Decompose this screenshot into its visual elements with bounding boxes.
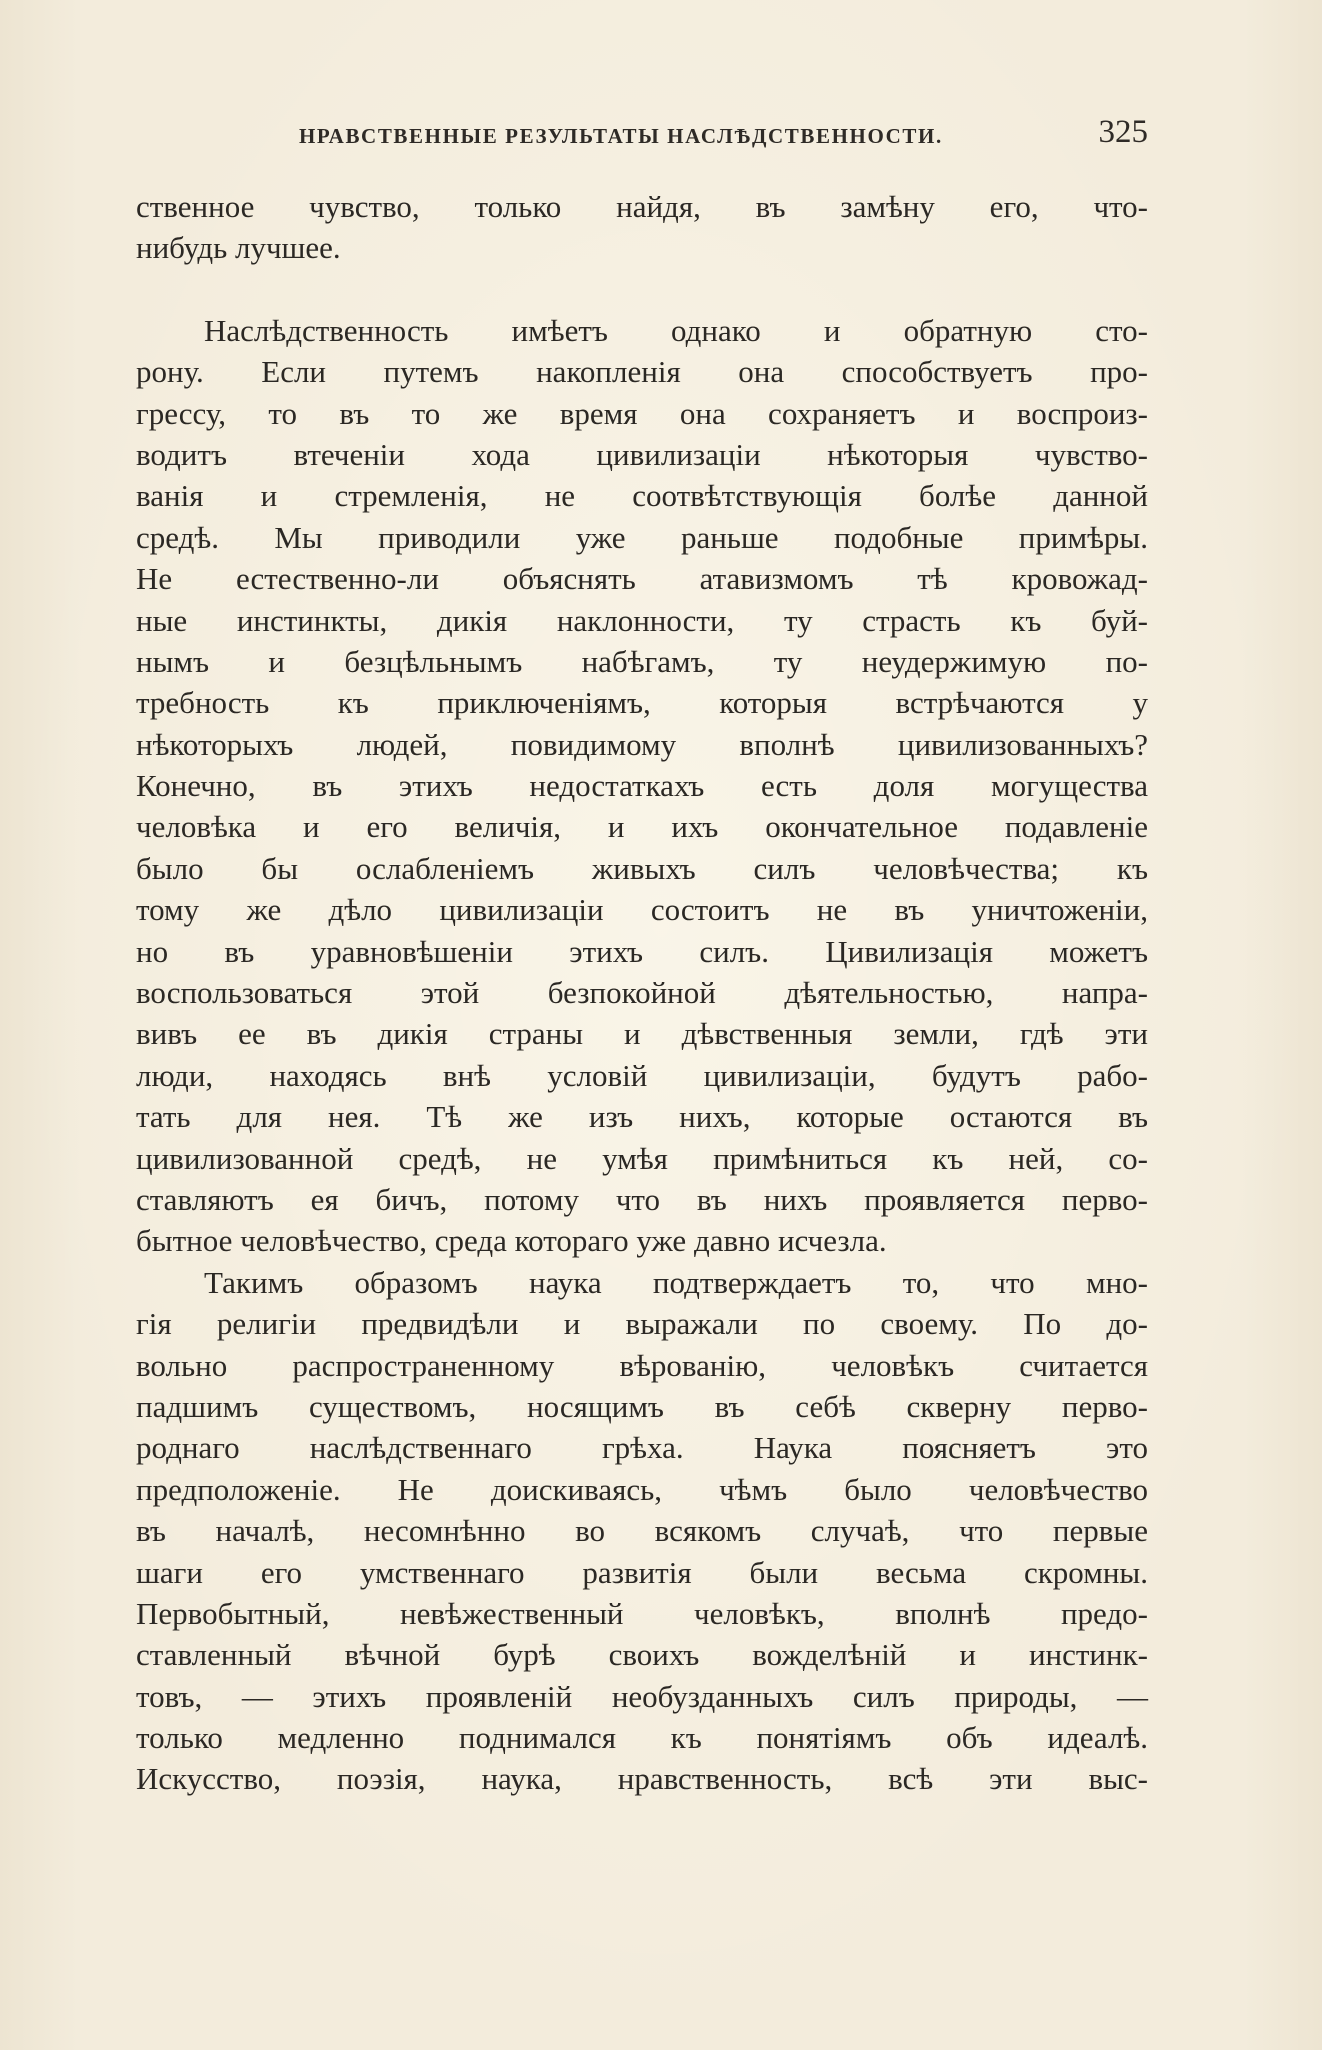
text-line: ставляютъ ея бичъ, потому что въ нихъ проявляется перво- (136, 1181, 1148, 1217)
paragraph-gap (136, 269, 1148, 310)
text-line: нибудь лучшее. (136, 230, 341, 266)
text-line: бытное человѣчество, среда котораго уже давно исчезла. (136, 1223, 887, 1259)
text-line: требность къ приключеніямъ, которыя встрѣчаются у (136, 685, 1148, 721)
text-line: нымъ и безцѣльнымъ набѣгамъ, ту неудержимую по- (136, 643, 1148, 679)
text-line: ные инстинкты, дикія наклонности, ту страсть къ буй- (136, 602, 1148, 638)
text-line: человѣка и его величія, и ихъ окончательное подавленіе (136, 809, 1148, 845)
text-line: было бы ослабленіемъ живыхъ силъ человѣчества; къ (136, 850, 1148, 886)
text-line: грессу, то въ то же время она сохраняетъ и воспроиз- (136, 395, 1148, 431)
text-line: вольно распространенному вѣрованію, человѣкъ считается (136, 1347, 1148, 1383)
text-line: Такимъ образомъ наука подтверждаетъ то, что мно- (204, 1264, 1148, 1300)
text-line: нѣкоторыхъ людей, повидимому вполнѣ цивилизованныхъ? (136, 726, 1148, 762)
text-line: цивилизованной средѣ, не умѣя примѣниться къ ней, со- (136, 1140, 1148, 1176)
text-line: товъ, — этихъ проявленій необузданныхъ силъ природы, — (136, 1678, 1148, 1714)
text-line: тому же дѣло цивилизаціи состоитъ не въ уничтоженіи, (136, 892, 1148, 928)
text-line: но въ уравновѣшеніи этихъ силъ. Цивилизація можетъ (136, 933, 1148, 969)
body-text (136, 186, 1148, 1800)
text-line: шаги его умственнаго развитія были весьма скромны. (136, 1554, 1148, 1590)
text-line: падшимъ существомъ, носящимъ въ себѣ скверну перво- (136, 1388, 1148, 1424)
text-line: роднаго наслѣдственнаго грѣха. Наука поясняетъ это (136, 1430, 1148, 1466)
page-number: 325 (1098, 114, 1148, 150)
text-line: тать для нея. Тѣ же изъ нихъ, которые остаются въ (136, 1099, 1148, 1135)
text-line: въ началѣ, несомнѣнно во всякомъ случаѣ, что первые (136, 1513, 1148, 1549)
text-line: гія религіи предвидѣли и выражали по своему. По до- (136, 1306, 1148, 1342)
text-line: предположеніе. Не доискиваясь, чѣмъ было человѣчество (136, 1471, 1148, 1507)
text-line: средѣ. Мы приводили уже раньше подобные примѣры. (136, 519, 1148, 555)
text-line: воспользоваться этой безпокойной дѣятельностью, напра- (136, 975, 1148, 1011)
text-line: водитъ втеченіи хода цивилизаціи нѣкоторыя чувство- (136, 436, 1148, 472)
text-line: ставленный вѣчной бурѣ своихъ вожделѣній и инстинк- (136, 1637, 1148, 1673)
running-head (136, 114, 1148, 164)
text-line: Первобытный, невѣжественный человѣкъ, вполнѣ предо- (136, 1595, 1148, 1631)
text-line: вивъ ее въ дикія страны и дѣвственныя земли, гдѣ эти (136, 1016, 1148, 1052)
text-line: рону. Если путемъ накопленія она способствуетъ про- (136, 354, 1148, 390)
text-line: люди, находясь внѣ условій цивилизаціи, будутъ рабо- (136, 1057, 1148, 1093)
running-title: НРАВСТВЕННЫЕ РЕЗУЛЬТАТЫ НАСЛѢДСТВЕННОСТИ. (299, 124, 943, 148)
text-line: ванія и стремленія, не соотвѣтствующія болѣе данной (136, 478, 1148, 514)
text-line: только медленно поднимался къ понятіямъ объ идеалѣ. (136, 1720, 1148, 1756)
text-line: Не естественно-ли объяснять атавизмомъ тѣ кровожад- (136, 561, 1148, 597)
text-line: Конечно, въ этихъ недостаткахъ есть доля могущества (136, 768, 1148, 804)
text-line: Искусство, поэзія, наука, нравственность, всѣ эти выс- (136, 1761, 1148, 1797)
text-line: Наслѣдственность имѣетъ однако и обратную сто- (204, 312, 1148, 348)
text-line: ственное чувство, только найдя, въ замѣну его, что- (136, 189, 1148, 224)
